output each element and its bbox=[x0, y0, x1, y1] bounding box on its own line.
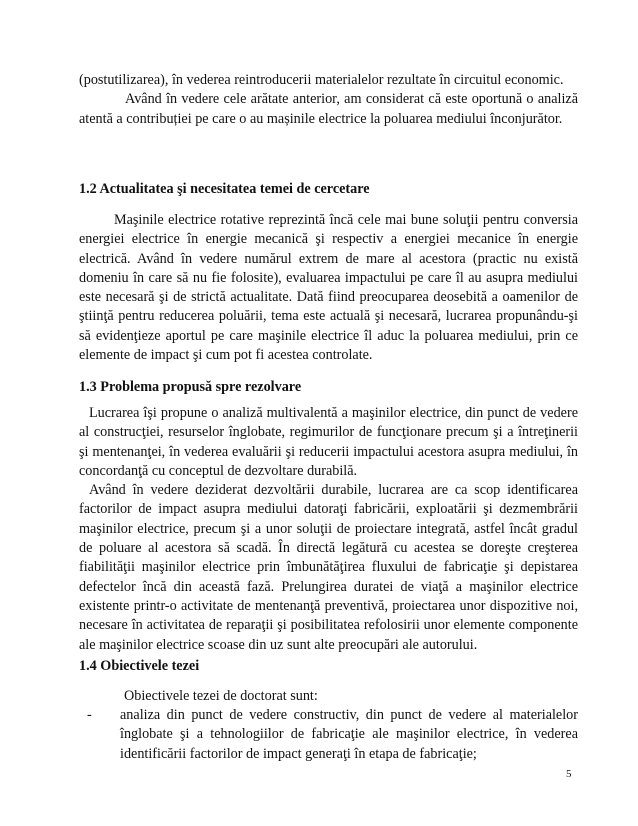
section-heading-1-4: 1.4 Obiectivele tezei bbox=[79, 658, 200, 674]
section-1-2-body bbox=[79, 211, 578, 365]
list-marker: - bbox=[87, 707, 92, 723]
intro-text bbox=[79, 71, 578, 129]
paragraph: Maşinile electrice rotative reprezintă încă cele mai bune soluţii pentru conversia energiei electrice în energie mecanică şi respectiv a energiei mecanice în energie electrică. Având în vedere numărul extrem de mare al acestora (practic nu există domeniu în care să nu fie folosite), evaluarea impactului pe care îl au asupra mediului este necesară şi de strictă actualitate. Dată fiind preocuparea deosebită a oamenilor de ştiinţă pentru reducerea poluării, tema este actuală şi necesară, lucrarea propunându-şi să evidenţieze aportul pe care maşinile electrice îl aduc la poluarea mediului, prin ce elemente de impact şi cum pot fi acestea controlate. bbox=[79, 212, 578, 364]
list-intro: Obiectivele tezei de doctorat sunt: bbox=[124, 688, 318, 704]
list-item-text: analiza din punct de vedere constructiv, din punct de vedere al materialelor înglobate şi a tehnologiilor de fabricaţie ale maşinilor electrice, în vederea identificării factorilor de impact generaţi în etapa de fabricaţie; bbox=[120, 707, 578, 762]
section-heading-1-2: 1.2 Actualitatea şi necesitatea temei de cercetare bbox=[79, 181, 370, 197]
list-item bbox=[79, 706, 578, 764]
section-1-3-body bbox=[79, 404, 578, 655]
paragraph: (postutilizarea), în vederea reintroducerii materialelor rezultate în circuitul economic. bbox=[79, 72, 564, 88]
section-heading-1-3: 1.3 Problema propusă spre rezolvare bbox=[79, 379, 302, 395]
paragraph: Având în vedere cele arătate anterior, am considerat că este oportună o analiză atentă a contribuției pe care o au mașinile electrice la poluarea mediului înconjurător. bbox=[79, 91, 578, 127]
page-number: 5 bbox=[566, 768, 572, 780]
paragraph: Lucrarea îşi propune o analiză multivalentă a maşinilor electrice, din punct de vedere al construcţiei, resurselor înglobate, regimurilor de funcţionare precum şi a întreţinerii şi mentenanţei, în vederea evaluării şi reducerii impactului acestora asupra mediului, în concordanţă cu conceptul de dezvoltare durabilă. bbox=[79, 405, 578, 479]
paragraph: Având în vedere deziderat dezvoltării durabile, lucrarea are ca scop identificarea factorilor de impact asupra mediului datoraţi fabricării, exploatării şi dezmembrării maşinilor electrice, precum şi a unor soluţii de proiectare integrată, astfel încât gradul de poluare al acestora să scadă. În directă legătură cu acestea se doreşte creşterea fiabilităţii maşinilor electrice prin îmbunătăţirea fluxului de fabricaţie şi depistarea defectelor încă din această fază. Prelungirea duratei de viaţă a maşinilor electrice existente printr-o activitate de mentenanţă preventivă, proiectarea unor dispozitive noi, necesare în activitatea de reparaţii şi posibilitatea refolosirii unor elemente componente ale maşinilor electrice scoase din uz sunt alte preocupări ale autorului. bbox=[79, 482, 578, 653]
